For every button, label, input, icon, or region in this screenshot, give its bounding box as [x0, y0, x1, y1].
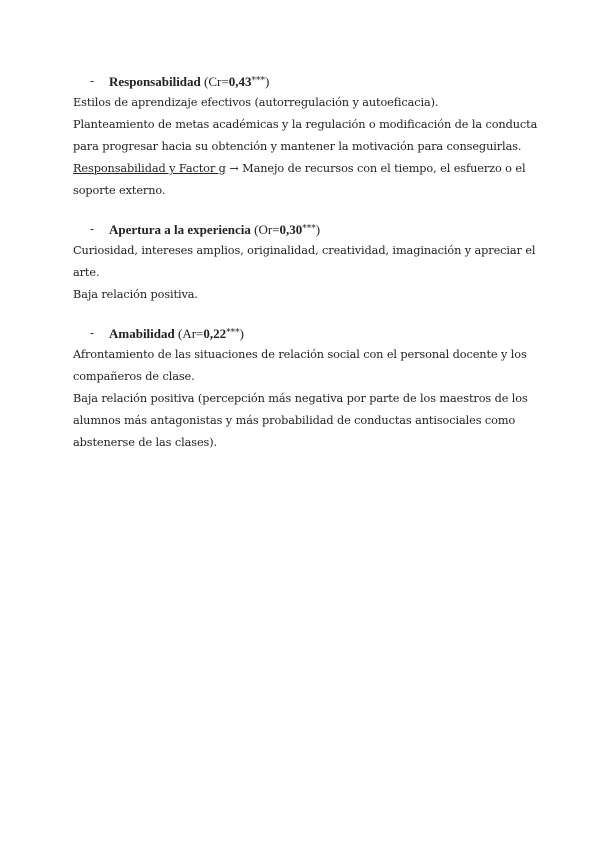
- body-line: Estilos de aprendizaje efectivos (autorregulación y autoeficacia).: [73, 96, 439, 109]
- heading-text: [109, 322, 244, 345]
- heading-title: Amabilidad: [109, 326, 175, 341]
- arrow-symbol: →: [225, 162, 243, 175]
- correlation-close: ): [315, 222, 321, 237]
- body-line: para progresar hacia su obtención y mantener la motivación para conseguirlas.: [73, 140, 522, 153]
- significance-stars: ***: [302, 224, 316, 234]
- section-apertura: [73, 218, 536, 306]
- heading-title: Apertura a la experiencia: [109, 222, 251, 237]
- list-dash: -: [90, 325, 95, 340]
- significance-stars: ***: [226, 328, 240, 338]
- heading-text: [109, 70, 269, 93]
- correlation-value: 0,22: [203, 326, 227, 341]
- section-heading: [73, 70, 523, 92]
- body-line: compañeros de clase.: [73, 370, 195, 383]
- underlined-phrase: Responsabilidad y Factor g: [73, 162, 226, 175]
- significance-stars: ***: [251, 76, 265, 86]
- section-responsabilidad: [73, 70, 538, 202]
- correlation-close: ): [239, 326, 244, 341]
- body-line: arte.: [73, 266, 100, 279]
- body-line: soporte externo.: [73, 184, 166, 197]
- section-heading: [73, 322, 523, 344]
- body-text: Manejo de recursos con el tiempo, el esfuerzo o el: [242, 162, 526, 175]
- correlation-value: 0,30: [279, 222, 303, 237]
- heading-title: Responsabilidad: [109, 74, 201, 89]
- body-line: [73, 158, 526, 180]
- section-heading: [73, 218, 523, 240]
- list-dash: -: [90, 73, 95, 88]
- body-line: Planteamiento de metas académicas y la regulación o modificación de la conducta: [73, 118, 538, 131]
- body-line: Baja relación positiva.: [73, 288, 198, 301]
- correlation-open: (Or=: [250, 222, 280, 237]
- correlation-open: (Cr=: [200, 74, 229, 89]
- section-amabilidad: [73, 322, 528, 454]
- body-line: alumnos más antagonistas y más probabilidad de conductas antisociales como: [73, 414, 516, 427]
- list-dash: -: [90, 221, 95, 236]
- correlation-open: (Ar=: [174, 326, 204, 341]
- correlation-close: ): [264, 74, 270, 89]
- body-line: abstenerse de las clases).: [73, 436, 218, 449]
- body-line: Baja relación positiva (percepción más negativa por parte de los maestros de los: [73, 392, 528, 405]
- body-line: Afrontamiento de las situaciones de relación social con el personal docente y los: [73, 348, 527, 361]
- correlation-value: 0,43: [228, 74, 252, 89]
- body-line: Curiosidad, intereses amplios, originalidad, creatividad, imaginación y apreciar el: [73, 244, 536, 257]
- heading-text: [109, 218, 320, 241]
